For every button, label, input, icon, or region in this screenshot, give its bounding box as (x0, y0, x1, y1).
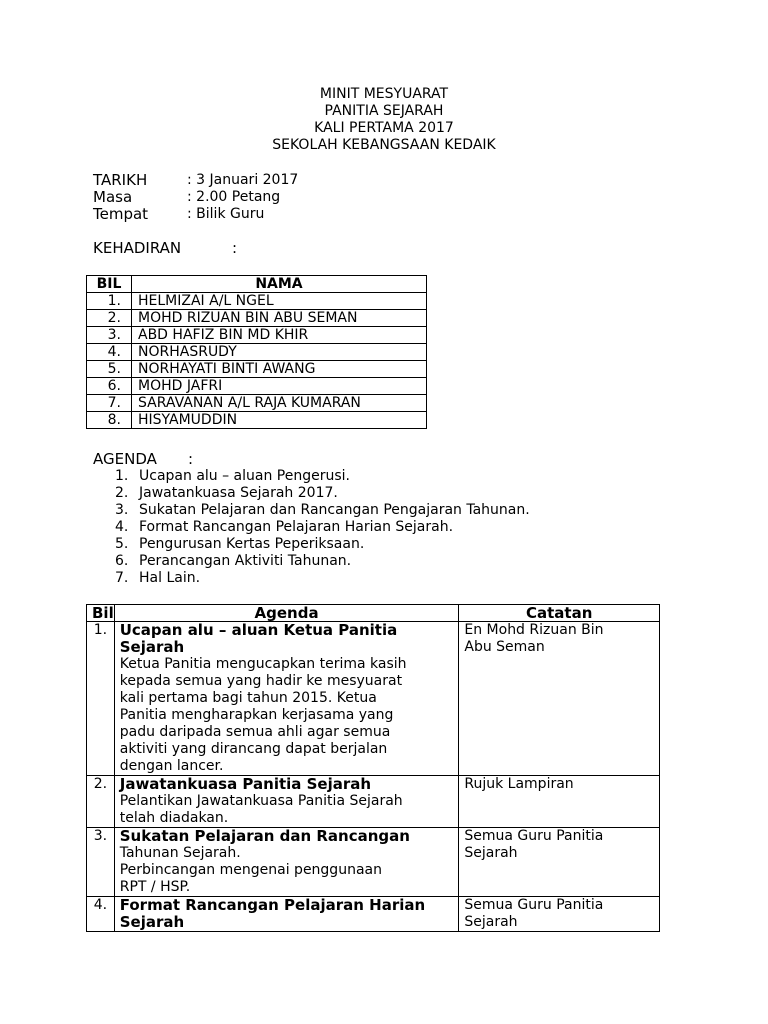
column-header-nama: NAMA (132, 276, 427, 293)
attendance-nama: NORHASRUDY (132, 344, 427, 361)
agenda-item-number: 4. (115, 519, 129, 535)
info-value: : 3 Januari 2017 (187, 172, 299, 188)
title-line: KALI PERTAMA 2017 (314, 120, 454, 136)
table-row (87, 412, 427, 429)
attendance-nama: SARAVANAN A/L RAJA KUMARAN (132, 395, 427, 412)
agenda-item-text: Hal Lain. (139, 570, 201, 586)
minutes-agenda-cell (114, 828, 459, 897)
agenda-item-number: 5. (115, 536, 129, 552)
item-body-line: telah diadakan. (119, 810, 229, 826)
column-header-bil: Bil (87, 605, 115, 622)
item-title-line: Jawatankuasa Panitia Sejarah (119, 775, 372, 793)
column-header-bil: BIL (87, 276, 132, 293)
document-title (0, 86, 768, 154)
agenda-item-text: Sukatan Pelajaran dan Rancangan Pengajaran Tahunan. (139, 502, 530, 518)
attendance-nama: NORHAYATI BINTI AWANG (132, 361, 427, 378)
item-body-line: padu daripada semua ahli agar semua (119, 724, 391, 740)
list-item (115, 570, 530, 587)
agenda-list (115, 468, 530, 587)
attendance-nama: MOHD JAFRI (132, 378, 427, 395)
table-row (87, 395, 427, 412)
catatan-line: En Mohd Rizuan Bin (464, 622, 604, 638)
item-body-line: kali pertama bagi tahun 2015. Ketua (119, 690, 377, 706)
attendance-nama: HELMIZAI A/L NGEL (132, 293, 427, 310)
catatan-line: Sejarah (464, 914, 518, 930)
item-body-line: kepada semua yang hadir ke mesyuarat (119, 673, 403, 689)
catatan-line: Semua Guru Panitia (464, 897, 604, 913)
minutes-agenda-cell (114, 622, 459, 776)
info-row-tempat (93, 206, 298, 223)
agenda-item-number: 6. (115, 553, 129, 569)
list-item (115, 536, 530, 553)
list-item (115, 485, 530, 502)
item-body-line: Pelantikan Jawatankuasa Panitia Sejarah (119, 793, 403, 809)
info-label: TARIKH (93, 171, 148, 189)
attendance-bil: 3. (87, 327, 132, 344)
item-body-line: Tahunan Sejarah. (119, 845, 241, 861)
minutes-catatan-cell (459, 622, 660, 776)
agenda-item-text: Pengurusan Kertas Peperiksaan. (139, 536, 365, 552)
meeting-info (93, 172, 298, 223)
agenda-item-number: 2. (115, 485, 129, 501)
attendance-bil: 6. (87, 378, 132, 395)
column-header-catatan: Catatan (459, 605, 660, 622)
minutes-catatan-cell (459, 897, 660, 932)
info-label: Masa (93, 188, 133, 206)
attendance-nama: HISYAMUDDIN (132, 412, 427, 429)
info-row-masa (93, 189, 298, 206)
item-title-line: Sejarah (119, 638, 185, 656)
agenda-item-number: 7. (115, 570, 129, 586)
minutes-agenda-cell (114, 897, 459, 932)
list-item (115, 468, 530, 485)
agenda-item-text: Perancangan Aktiviti Tahunan. (139, 553, 352, 569)
minutes-catatan-cell (459, 776, 660, 828)
column-header-agenda: Agenda (114, 605, 459, 622)
list-item (115, 553, 530, 570)
list-item (115, 519, 530, 536)
minutes-bil: 4. (87, 897, 115, 932)
agenda-item-number: 3. (115, 502, 129, 518)
item-body-line: Perbincangan mengenai penggunaan (119, 862, 382, 878)
list-item (115, 502, 530, 519)
title-line: PANITIA SEJARAH (324, 103, 444, 119)
info-label: Tempat (93, 205, 149, 223)
table-row (87, 378, 427, 395)
catatan-line: Abu Seman (464, 639, 545, 655)
agenda-item-text: Format Rancangan Pelajaran Harian Sejarah. (139, 519, 454, 535)
info-row-tarikh (93, 172, 298, 189)
agenda-item-number: 1. (115, 468, 129, 484)
attendance-bil: 1. (87, 293, 132, 310)
minutes-header-row (87, 605, 660, 622)
table-row (87, 344, 427, 361)
catatan-line: Sejarah (464, 845, 518, 861)
item-body-line: aktiviti yang dirancang dapat berjalan (119, 741, 388, 757)
table-row (87, 622, 660, 776)
attendance-header-row (87, 276, 427, 293)
item-title-line: Sejarah (119, 913, 185, 931)
item-body-line: RPT / HSP. (119, 879, 191, 895)
item-title-line: Sukatan Pelajaran dan Rancangan (119, 827, 410, 845)
attendance-bil: 8. (87, 412, 132, 429)
table-row (87, 776, 660, 828)
info-value: : Bilik Guru (187, 206, 265, 222)
attendance-bil: 2. (87, 310, 132, 327)
attendance-bil: 4. (87, 344, 132, 361)
title-line: SEKOLAH KEBANGSAAN KEDAIK (272, 137, 496, 153)
table-row (87, 310, 427, 327)
item-body-line: dengan lancer. (119, 758, 224, 774)
table-row (87, 828, 660, 897)
item-title-line: Format Rancangan Pelajaran Harian (119, 896, 426, 914)
agenda-colon: : (188, 450, 194, 468)
minutes-table (86, 604, 660, 932)
minutes-agenda-cell (114, 776, 459, 828)
minutes-catatan-cell (459, 828, 660, 897)
table-row (87, 361, 427, 378)
kehadiran-label: KEHADIRAN (93, 239, 182, 257)
catatan-line: Rujuk Lampiran (464, 776, 574, 792)
attendance-bil: 5. (87, 361, 132, 378)
attendance-table (86, 275, 427, 429)
table-row (87, 293, 427, 310)
agenda-item-text: Ucapan alu – aluan Pengerusi. (139, 468, 350, 484)
table-row (87, 327, 427, 344)
attendance-nama: MOHD RIZUAN BIN ABU SEMAN (132, 310, 427, 327)
item-title-line: Ucapan alu – aluan Ketua Panitia (119, 621, 398, 639)
table-row (87, 897, 660, 932)
catatan-line: Semua Guru Panitia (464, 828, 604, 844)
minutes-bil: 1. (87, 622, 115, 776)
minutes-bil: 2. (87, 776, 115, 828)
agenda-item-text: Jawatankuasa Sejarah 2017. (139, 485, 338, 501)
agenda-label: AGENDA (93, 450, 157, 468)
agenda-heading (93, 451, 193, 468)
item-body-line: Ketua Panitia mengucapkan terima kasih (119, 656, 407, 672)
minutes-bil: 3. (87, 828, 115, 897)
item-body-line: Panitia mengharapkan kerjasama yang (119, 707, 394, 723)
kehadiran-colon: : (232, 239, 238, 257)
attendance-bil: 7. (87, 395, 132, 412)
title-line: MINIT MESYUARAT (319, 86, 449, 102)
attendance-nama: ABD HAFIZ BIN MD KHIR (132, 327, 427, 344)
kehadiran-heading (93, 240, 237, 257)
info-value: : 2.00 Petang (187, 189, 281, 205)
